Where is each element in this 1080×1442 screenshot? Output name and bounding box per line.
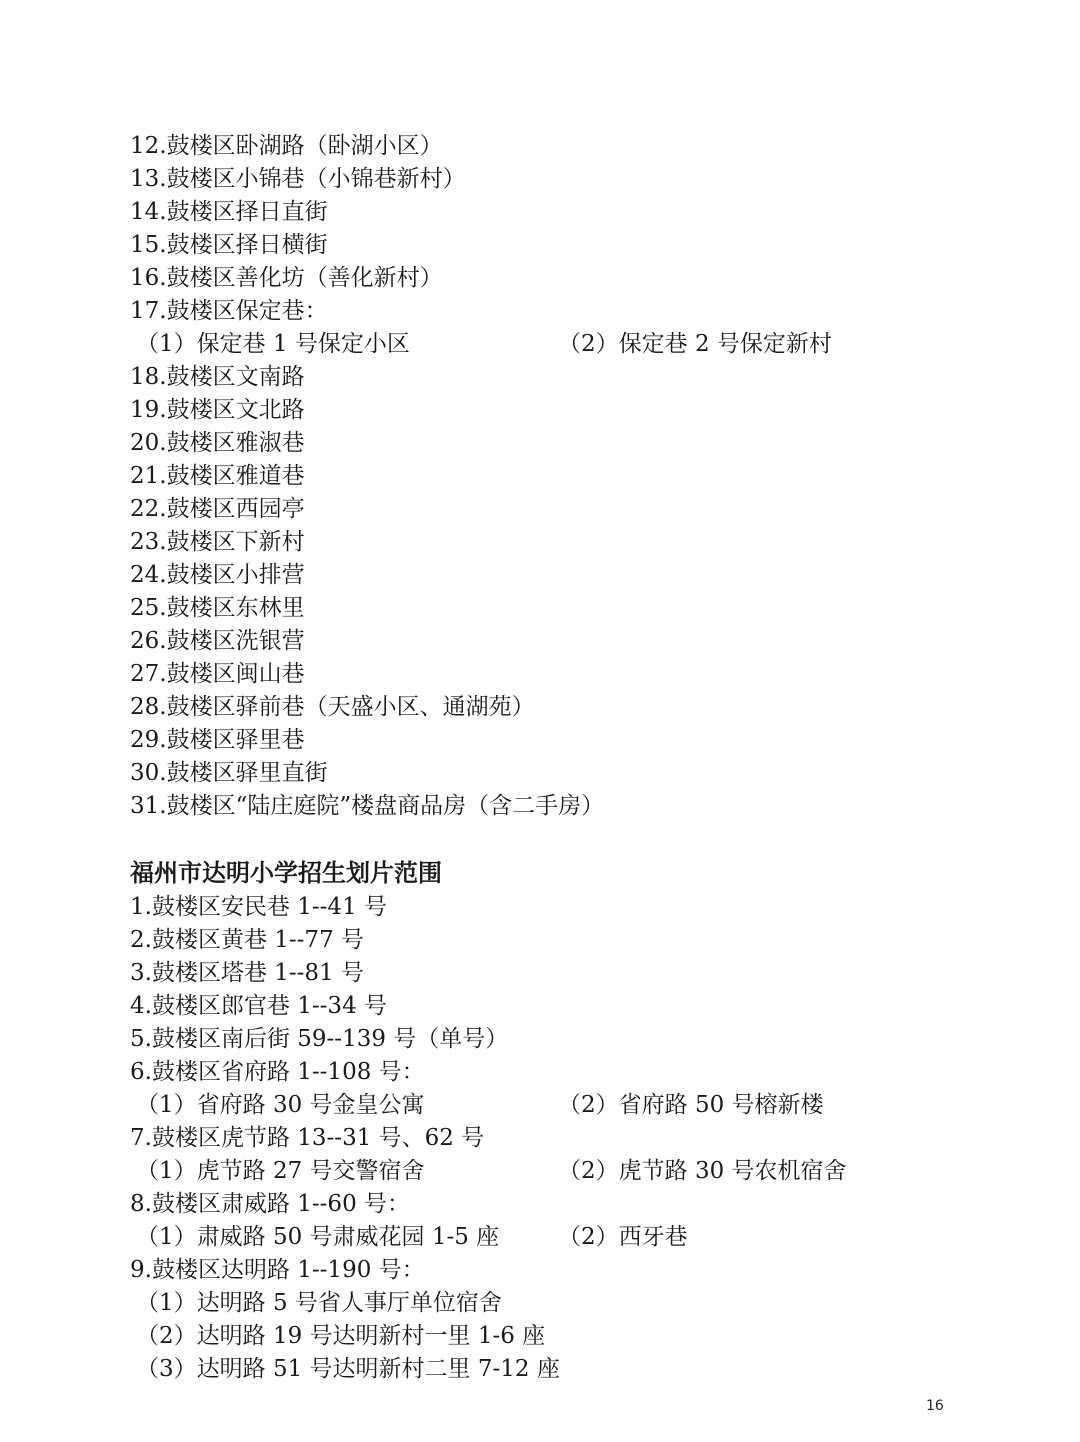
list-item: 14.鼓楼区择日直街 (130, 199, 328, 225)
list-item: 5.鼓楼区南后街 59--139 号（单号） (130, 1026, 509, 1052)
list-item: 30.鼓楼区驿里直街 (130, 760, 328, 786)
list-item: 15.鼓楼区择日横街 (130, 232, 328, 258)
list-item: 27.鼓楼区闽山巷 (130, 661, 305, 687)
list-item: 26.鼓楼区洗银营 (130, 628, 305, 654)
list-item: 1.鼓楼区安民巷 1--41 号 (130, 894, 388, 920)
list-item: 8.鼓楼区肃威路 1--60 号： (130, 1191, 411, 1217)
list-item: 29.鼓楼区驿里巷 (130, 727, 305, 753)
list-item: 16.鼓楼区善化坊（善化新村） (130, 265, 443, 291)
list-item: 24.鼓楼区小排营 (130, 562, 305, 588)
section-heading: 福州市达明小学招生划片范围 (130, 859, 442, 887)
sub-item: （3）达明路 51 号达明新村二里 7-12 座 (136, 1356, 560, 1382)
sub-item: （1）达明路 5 号省人事厅单位宿舍 (136, 1290, 502, 1316)
list-item: 28.鼓楼区驿前巷（天盛小区、通湖苑） (130, 694, 535, 720)
sub-item: （2）虎节路 30 号农机宿舍 (558, 1158, 847, 1184)
address-list-continued (130, 130, 1030, 823)
sub-item: （2）西牙巷 (558, 1224, 688, 1250)
sub-item: （2）省府路 50 号榕新楼 (558, 1092, 824, 1118)
list-item: 13.鼓楼区小锦巷（小锦巷新村） (130, 166, 466, 192)
sub-item: （1）肃威路 50 号肃威花园 1-5 座 (136, 1224, 500, 1250)
sub-item: （2）保定巷 2 号保定新村 (558, 331, 832, 357)
sub-item: （1）虎节路 27 号交警宿舍 (136, 1158, 425, 1184)
sub-item-row (130, 328, 1030, 361)
list-item: 23.鼓楼区下新村 (130, 529, 305, 555)
sub-item: （1）省府路 30 号金皇公寓 (136, 1092, 425, 1118)
list-item: 25.鼓楼区东林里 (130, 595, 305, 621)
list-item: 3.鼓楼区塔巷 1--81 号 (130, 960, 365, 986)
sub-item: （2）达明路 19 号达明新村一里 1-6 座 (136, 1323, 546, 1349)
list-item: 9.鼓楼区达明路 1--190 号： (130, 1257, 425, 1283)
list-item: 21.鼓楼区雅道巷 (130, 463, 305, 489)
list-item: 12.鼓楼区卧湖路（卧湖小区） (130, 133, 443, 159)
sub-item-row (130, 1155, 1030, 1188)
daming-school-section (130, 855, 1030, 1386)
list-item: 4.鼓楼区郎官巷 1--34 号 (130, 993, 388, 1019)
page-number: 16 (926, 1398, 944, 1414)
list-item: 19.鼓楼区文北路 (130, 397, 305, 423)
list-item: 31.鼓楼区“陆庄庭院”楼盘商品房（含二手房） (130, 793, 605, 819)
sub-item-row (130, 1221, 1030, 1254)
sub-item: （1）保定巷 1 号保定小区 (136, 331, 410, 357)
sub-item-row (130, 1089, 1030, 1122)
list-item: 6.鼓楼区省府路 1--108 号： (130, 1059, 425, 1085)
list-item: 17.鼓楼区保定巷： (130, 298, 328, 324)
list-item: 22.鼓楼区西园亭 (130, 496, 305, 522)
list-item: 18.鼓楼区文南路 (130, 364, 305, 390)
list-item: 2.鼓楼区黄巷 1--77 号 (130, 927, 365, 953)
list-item: 20.鼓楼区雅淑巷 (130, 430, 305, 456)
list-item: 7.鼓楼区虎节路 13--31 号、62 号 (130, 1125, 485, 1151)
